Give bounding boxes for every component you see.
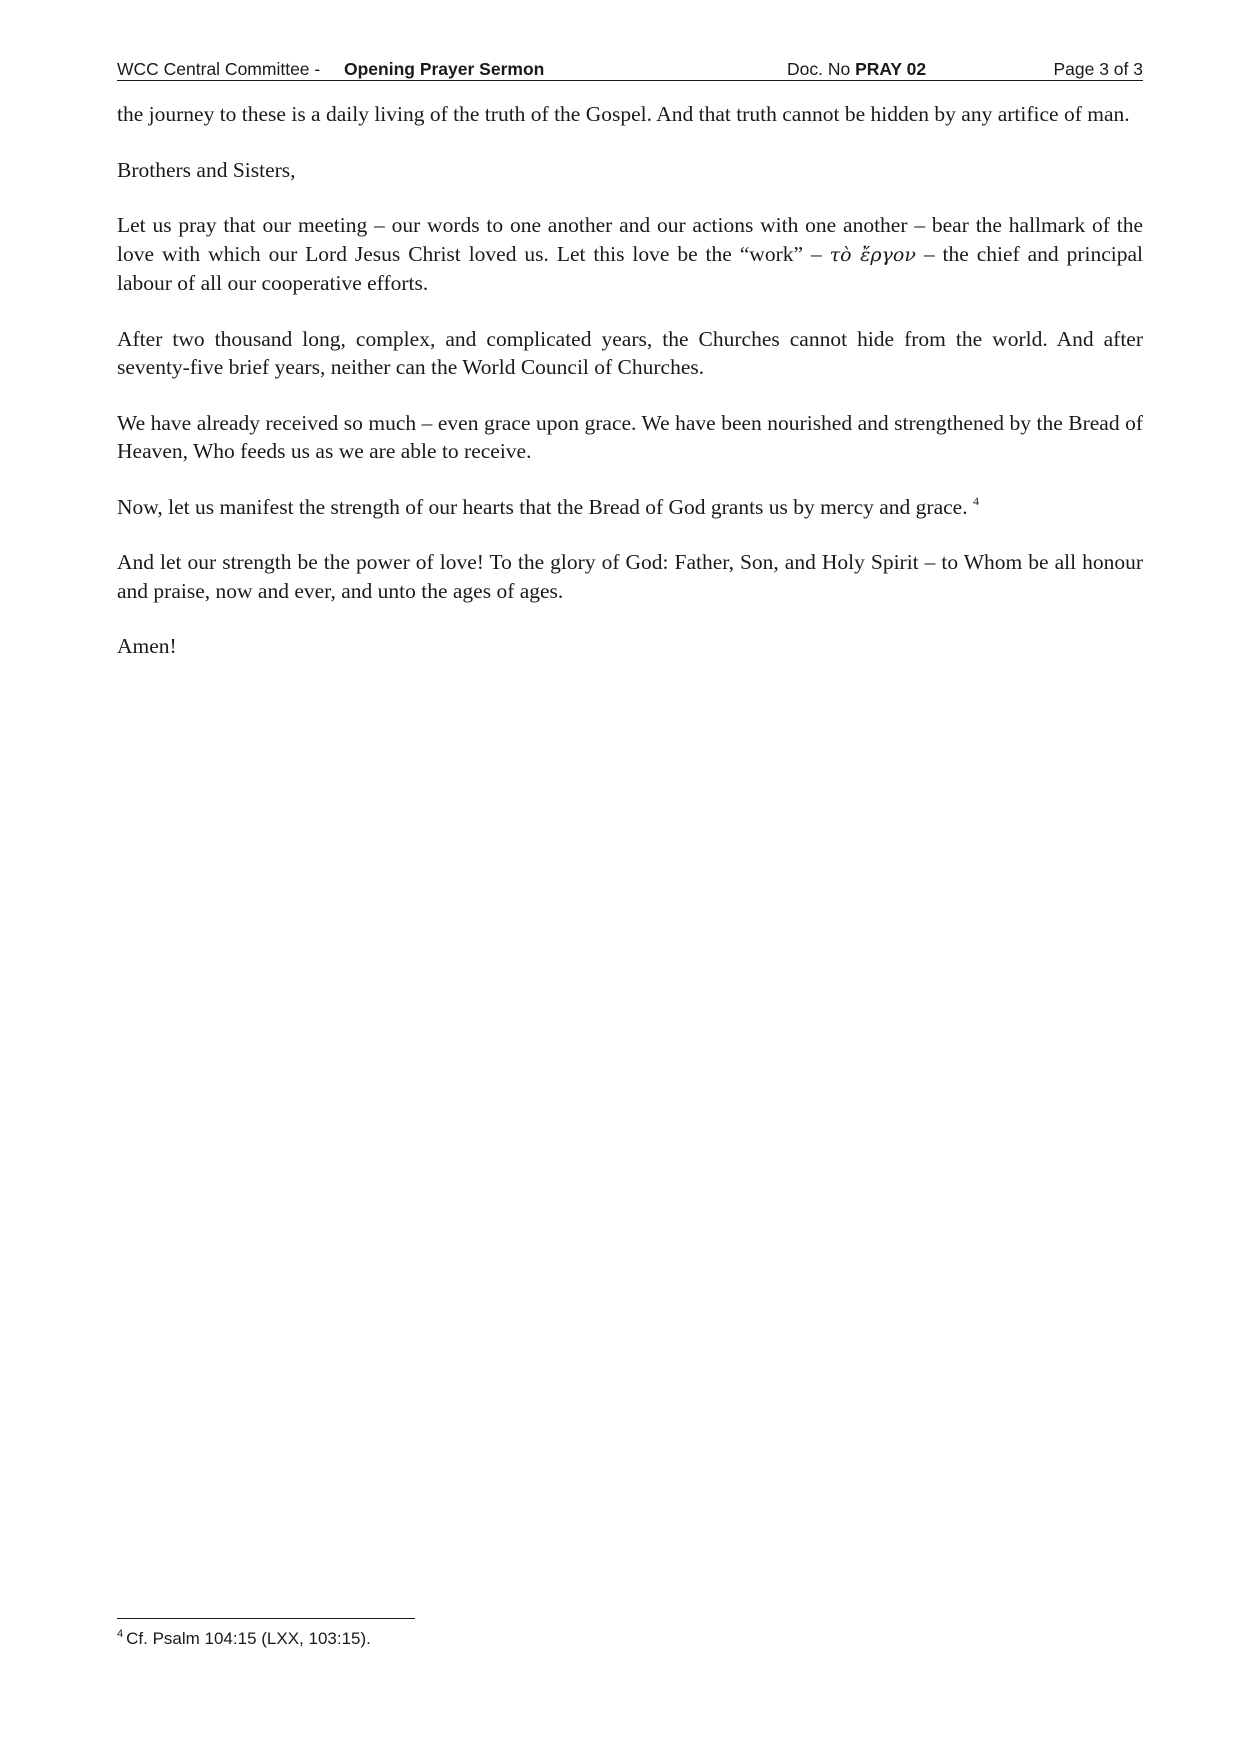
- header-organization: WCC Central Committee -: [117, 59, 321, 79]
- page-header: [117, 56, 1143, 82]
- footnote-text: Cf. Psalm 104:15 (LXX, 103:15).: [126, 1629, 371, 1648]
- paragraph-closing: Amen!: [117, 634, 177, 658]
- paragraph-5: We have already received so much – even grace upon grace. We have been nourished and strengthened by the Bread of Heaven, Who feeds us as we are able to receive.: [117, 410, 1143, 463]
- footnote: [117, 1629, 371, 1649]
- paragraph-3: [117, 211, 1143, 298]
- doc-number-value: PRAY 02: [855, 59, 927, 79]
- header-document-title: Opening Prayer Sermon: [344, 59, 545, 79]
- header-page-number: Page 3 of 3: [1053, 59, 1143, 79]
- header-doc-number: [787, 59, 926, 80]
- header-divider: [117, 80, 1143, 81]
- doc-number-prefix: Doc. No: [787, 59, 851, 79]
- paragraph-6-text: Now, let us manifest the strength of our hearts that the Bread of God grants us by mercy and grace.: [117, 494, 968, 519]
- footnote-reference[interactable]: 4: [972, 493, 979, 508]
- paragraph-3-part-b: – the chief and principal labour of all our cooperative efforts.: [117, 241, 1143, 295]
- paragraph-7: And let our strength be the power of love! To the glory of God: Father, Son, and Holy Spirit – to Whom be all honour and praise, now and ever, and unto the ages of ages.: [117, 550, 1143, 603]
- greek-phrase: τὸ ἔργον: [829, 243, 916, 266]
- footnote-number: 4: [117, 1628, 124, 1640]
- paragraph-1: the journey to these is a daily living of the truth of the Gospel. And that truth cannot be hidden by any artifice of man.: [117, 102, 1130, 126]
- paragraph-4: After two thousand long, complex, and complicated years, the Churches cannot hide from the world. And after seventy-five brief years, neither can the World Council of Churches.: [117, 326, 1143, 379]
- document-body: [117, 100, 1143, 688]
- paragraph-6: [117, 493, 1143, 522]
- paragraph-salutation: Brothers and Sisters,: [117, 157, 296, 182]
- paragraph-3-part-a: Let us pray that our meeting – our words to one another and our actions with one another – bear the hallmark of the love with which our Lord Jesus Christ loved us. Let this love be the “work” –: [117, 213, 1143, 266]
- footnote-divider: [117, 1618, 415, 1619]
